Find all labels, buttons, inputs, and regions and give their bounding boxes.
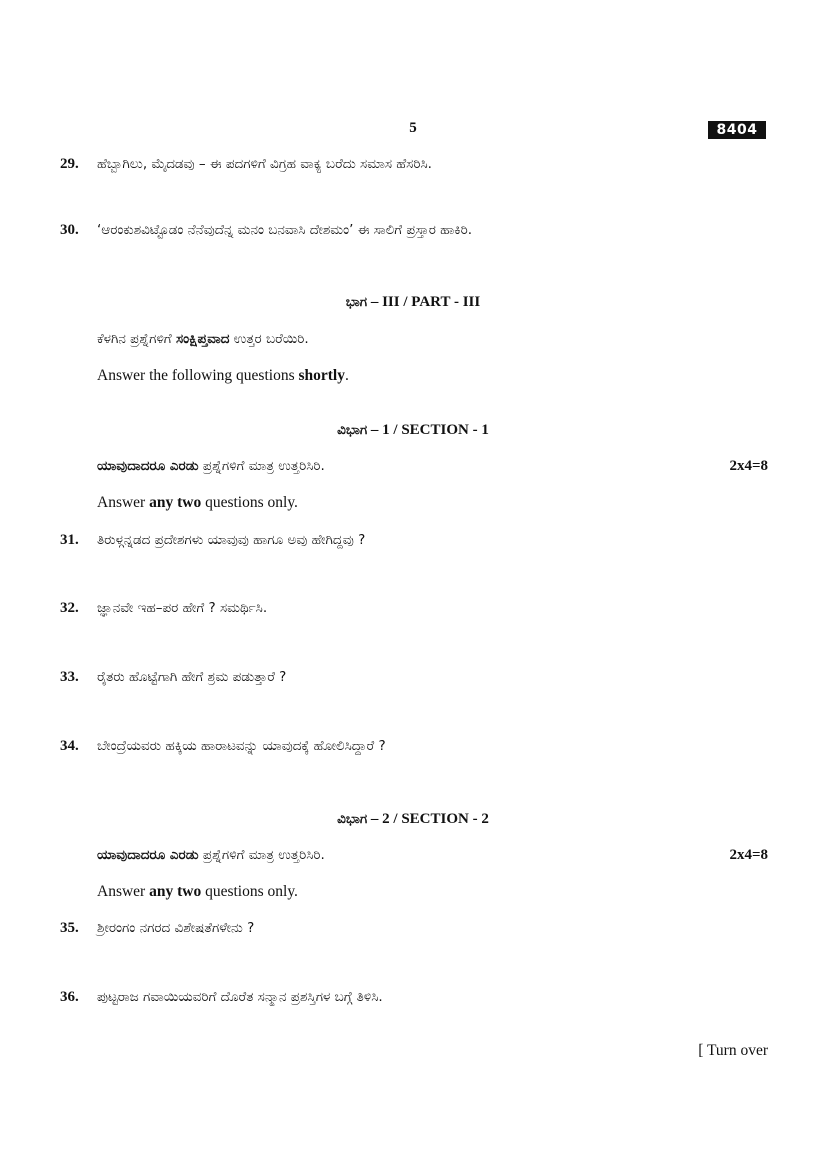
section-2-heading (0, 808, 826, 830)
instruction-text: questions only. (201, 883, 298, 900)
question-number: 34. (60, 738, 79, 754)
question-number: 36. (60, 989, 79, 1005)
instruction-text: . (344, 367, 349, 384)
instruction-emphasis: any two (149, 883, 202, 900)
section-2-marks: 2x4=8 (729, 847, 768, 863)
section-heading-kn: ವಿಭಾಗ (337, 422, 368, 438)
question-text: ತಿರುಳ್ಗನ್ನಡದ ಪ್ರದೇಶಗಳು ಯಾವುವು ಹಾಗೂ ಅವು ಹೇಗಿದ್ದವು ? (97, 532, 366, 548)
question-number: 33. (60, 669, 79, 685)
instruction-text: ಉತ್ತರ ಬರೆಯಿರಿ. (229, 331, 309, 347)
instruction-text: Answer (97, 494, 150, 511)
part-heading-en: – III / PART - III (370, 294, 481, 310)
question-number: 29. (60, 156, 79, 172)
instruction-emphasis: any two (149, 494, 202, 511)
question-text: ಪುಟ್ಟರಾಜ ಗವಾಯಿಯವರಿಗೆ ದೊರೆತ ಸನ್ಮಾನ ಪ್ರಶಸ್ತಿಗಳ ಬಗ್ಗೆ ತಿಳಿಸಿ. (97, 989, 383, 1005)
instruction-text: Answer (97, 883, 150, 900)
section-1-heading (0, 419, 826, 441)
instruction-text: ಪ್ರಶ್ನೆಗಳಿಗೆ ಮಾತ್ರ ಉತ್ತರಿಸಿರಿ. (198, 458, 325, 474)
section-2-instruction-kn (97, 844, 737, 866)
part-instruction-kn (97, 328, 737, 350)
section-1-marks: 2x4=8 (729, 458, 768, 474)
instruction-emphasis: ಯಾವುದಾದರೂ ಎರಡು (97, 847, 199, 863)
part-heading-kn: ಭಾಗ (345, 294, 368, 310)
section-heading-en: – 2 / SECTION - 2 (370, 811, 489, 827)
question-text: ರೈತರು ಹೊಟ್ಟೆಗಾಗಿ ಹೇಗೆ ಶ್ರಮ ಪಡುತ್ತಾರೆ ? (97, 669, 287, 685)
question-number: 30. (60, 222, 79, 238)
section-heading-kn: ವಿಭಾಗ (337, 811, 368, 827)
paper-code-badge: 8404 (708, 121, 766, 139)
question-text: ಶ್ರೀರಂಗಂ ನಗರದ ವಿಶೇಷತೆಗಳೇನು ? (97, 920, 255, 936)
instruction-text: ಕೆಳಗಿನ ಪ್ರಶ್ನೆಗಳಿಗೆ (97, 331, 176, 347)
page-number: 5 (409, 120, 417, 136)
instruction-text: Answer the following questions (97, 367, 299, 384)
question-text: ‘ಆರಂಕುಶವಿಟ್ಟೊಡಂ ನೆನೆವುದೆನ್ನ ಮನಂ ಬನವಾಸಿ ದೇಶಮಂ’ ಈ ಸಾಲಿಗೆ ಪ್ರಸ್ತಾರ ಹಾಕಿರಿ. (97, 222, 473, 238)
instruction-emphasis: shortly (298, 367, 345, 384)
section-1-instruction-kn (97, 455, 737, 477)
question-number: 35. (60, 920, 79, 936)
instruction-text: ಪ್ರಶ್ನೆಗಳಿಗೆ ಮಾತ್ರ ಉತ್ತರಿಸಿರಿ. (198, 847, 325, 863)
instruction-text: questions only. (201, 494, 298, 511)
section-1-instruction-en (97, 492, 737, 514)
question-text: ಹೆಬ್ಬಾಗಿಲು, ಮೈದಡವು – ಈ ಪದಗಳಿಗೆ ವಿಗ್ರಹ ವಾಕ್ಯ ಬರೆದು ಸಮಾಸ ಹೆಸರಿಸಿ. (97, 156, 432, 172)
turn-over-note: [ Turn over (698, 1042, 768, 1059)
part-heading (0, 291, 826, 313)
question-number: 31. (60, 532, 79, 548)
part-instruction-en (97, 365, 737, 387)
question-text: ಜ್ಞಾನವೇ ಇಹ–ಪರ ಹೇಗೆ ? ಸಮರ್ಥಿಸಿ. (97, 600, 268, 616)
section-heading-en: – 1 / SECTION - 1 (370, 422, 489, 438)
question-number: 32. (60, 600, 79, 616)
section-2-instruction-en (97, 881, 737, 903)
question-text: ಬೇಂದ್ರೆಯವರು ಹಕ್ಕಿಯ ಹಾರಾಟವನ್ನು ಯಾವುದಕ್ಕೆ ಹೋಲಿಸಿದ್ದಾರೆ ? (97, 738, 386, 754)
instruction-emphasis: ಸಂಕ್ಷಿಪ್ತವಾದ (175, 331, 230, 347)
instruction-emphasis: ಯಾವುದಾದರೂ ಎರಡು (97, 458, 199, 474)
